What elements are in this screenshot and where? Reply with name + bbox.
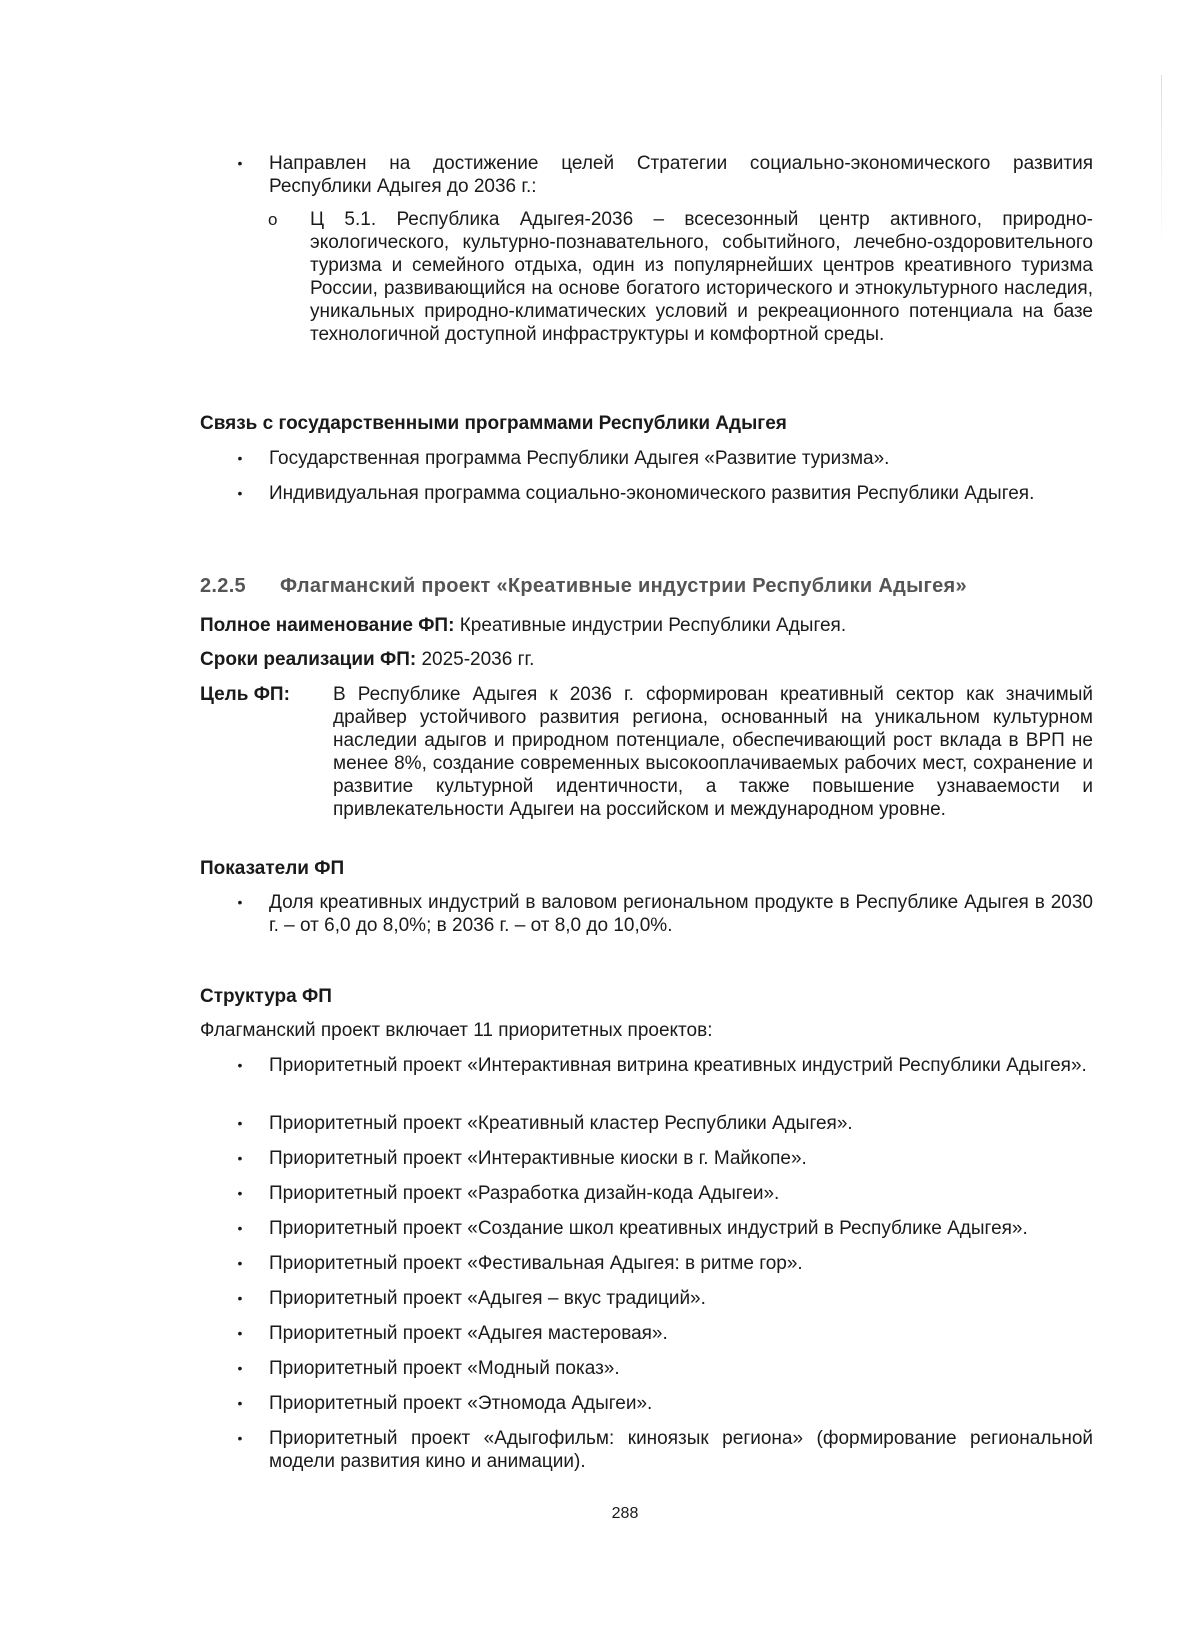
terms-line xyxy=(200,648,534,671)
program-item-text: Государственная программа Республики Адыгея «Развитие туризма». xyxy=(269,448,890,469)
bullet-icon: • xyxy=(237,1185,243,1201)
full-name-label: Полное наименование ФП: xyxy=(200,615,455,636)
bullet-icon: • xyxy=(237,485,243,501)
structure-item-text: Приоритетный проект «Модный показ». xyxy=(269,1358,620,1379)
sub-bullet-icon: o xyxy=(268,210,278,229)
full-name-value: Креативные индустрии Республики Адыгея. xyxy=(459,615,847,636)
structure-item-text: Приоритетный проект «Адыгофильм: киноязык региона» (формирование региональной модели развития кино и анимации). xyxy=(269,1428,1093,1472)
bullet-icon: • xyxy=(237,1115,243,1131)
bullet-icon: • xyxy=(237,1395,243,1411)
goal-label: Цель ФП: xyxy=(200,684,290,705)
terms-value: 2025-2036 гг. xyxy=(421,649,535,670)
indicators-heading: Показатели ФП xyxy=(200,858,345,879)
bullet-icon: • xyxy=(237,1290,243,1306)
terms-label: Сроки реализации ФП: xyxy=(200,649,417,670)
bullet-icon: • xyxy=(237,1057,243,1073)
structure-item-text: Приоритетный проект «Разработка дизайн-кода Адыгеи». xyxy=(269,1183,780,1204)
structure-item-text: Приоритетный проект «Создание школ креативных индустрий в Республике Адыгея». xyxy=(269,1218,1028,1239)
structure-intro: Флагманский проект включает 11 приоритетных проектов: xyxy=(200,1020,713,1041)
programs-heading: Связь с государственными программами Республики Адыгея xyxy=(200,413,787,434)
bullet-icon: • xyxy=(237,155,243,171)
structure-heading: Структура ФП xyxy=(200,986,332,1007)
structure-item-text: Приоритетный проект «Адыгея – вкус традиций». xyxy=(269,1288,706,1309)
goal-bullet-item xyxy=(233,152,1093,198)
bullet-icon: • xyxy=(237,894,243,910)
bullet-icon: • xyxy=(237,1325,243,1341)
structure-item-text: Приоритетный проект «Интерактивная витрина креативных индустрий Республики Адыгея». xyxy=(269,1055,1087,1076)
structure-item-text: Приоритетный проект «Этномода Адыгеи». xyxy=(269,1393,653,1414)
goal-text: В Республике Адыгея к 2036 г. сформирован креативный сектор как значимый драйвер устойчивого развития региона, основанный на уникальном культурном наследии адыгов и природном потенциале, обеспечивающий рост вклада в ВРП не менее 8%, создание современных высокооплачиваемых рабочих мест, сохранение и развитие культурной идентичности, а также повышение узнаваемости и привлекательности Адыгеи на российском и международном уровне. xyxy=(333,684,1093,820)
bullet-icon: • xyxy=(237,1430,243,1446)
bullet-icon: • xyxy=(237,450,243,466)
flagship-heading xyxy=(200,575,967,598)
page-number: 288 xyxy=(611,1505,639,1522)
indicator-item-text: Доля креативных индустрий в валовом региональном продукте в Республике Адыгея в 2030 г. – от 6,0 до 8,0%; в 2036 г. – от 8,0 до 10,0%. xyxy=(269,892,1093,936)
structure-item-text: Приоритетный проект «Фестивальная Адыгея: в ритме гор». xyxy=(269,1253,803,1274)
flagship-title: Флагманский проект «Креативные индустрии Республики Адыгея» xyxy=(280,575,967,597)
scan-artifact-line xyxy=(1161,75,1162,255)
flagship-number: 2.2.5 xyxy=(200,575,246,597)
program-item-text: Индивидуальная программа социально-экономического развития Республики Адыгея. xyxy=(269,483,1035,504)
goal-bullet-text: Направлен на достижение целей Стратегии социально-экономического развития Республики Адыгея до 2036 г.: xyxy=(269,153,1093,197)
full-name-line xyxy=(200,614,846,637)
structure-item-text: Приоритетный проект «Интерактивные киоски в г. Майкопе». xyxy=(269,1148,807,1169)
bullet-icon: • xyxy=(237,1150,243,1166)
goal-sub-text: Ц 5.1. Республика Адыгея-2036 – всесезонный центр активного, природно-экологического, культурно-познавательного, событийного, лечебно-оздоровительного туризма и семейного отдыха, один из популярнейших центров креативного туризма России, развивающийся на основе богатого исторического и этнокультурного наследия, уникальных природно-климатических условий и рекреационного потенциала на базе технологичной доступной инфраструктуры и комфортной среды. xyxy=(310,209,1093,345)
bullet-icon: • xyxy=(237,1220,243,1236)
structure-item-text: Приоритетный проект «Адыгея мастеровая». xyxy=(269,1323,668,1344)
structure-item-text: Приоритетный проект «Креативный кластер Республики Адыгея». xyxy=(269,1113,853,1134)
bullet-icon: • xyxy=(237,1360,243,1376)
bullet-icon: • xyxy=(237,1255,243,1271)
